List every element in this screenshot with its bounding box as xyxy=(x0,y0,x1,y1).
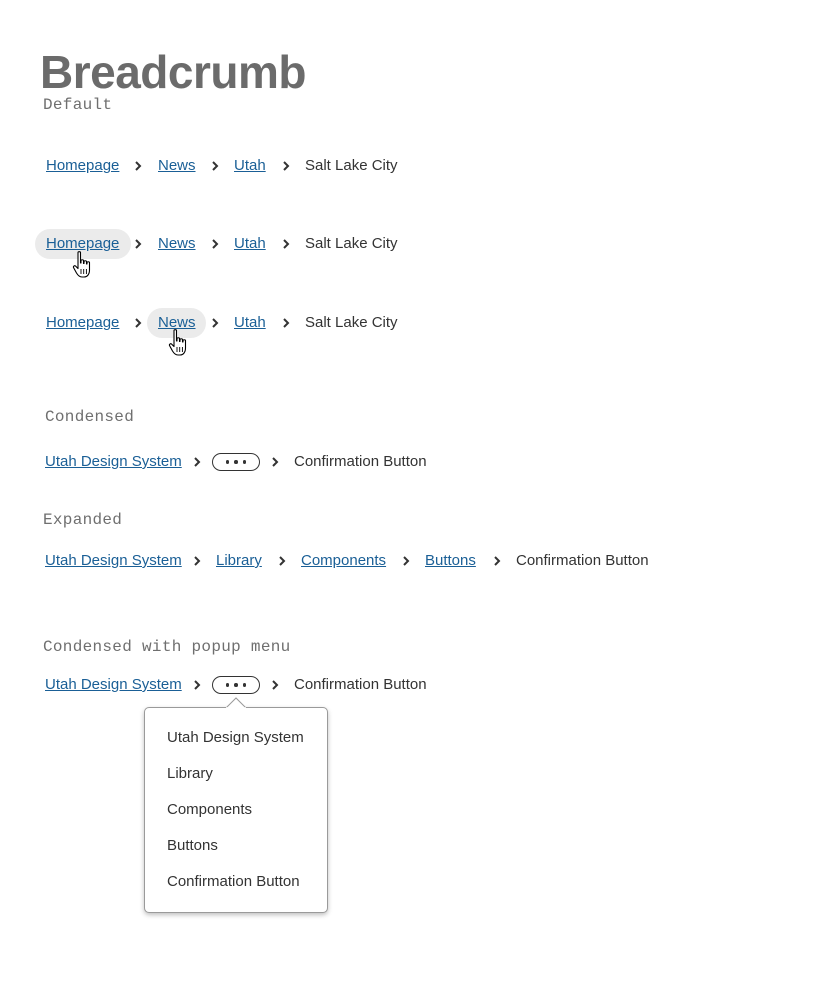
popup-item-components[interactable]: Components xyxy=(167,801,253,818)
crumb-buttons[interactable]: Buttons xyxy=(425,552,476,569)
hand-pointer-icon xyxy=(71,250,95,280)
ellipsis-more-button[interactable] xyxy=(212,676,260,694)
breadcrumb-hover-homepage xyxy=(46,232,446,256)
crumb-current: Confirmation Button xyxy=(294,453,427,470)
chevron-right-icon xyxy=(210,154,220,178)
crumb-news[interactable]: News xyxy=(158,157,196,174)
crumb-library[interactable]: Library xyxy=(216,552,262,569)
chevron-right-icon xyxy=(270,450,280,474)
chevron-right-icon xyxy=(210,311,220,335)
crumb-homepage[interactable]: Homepage xyxy=(46,235,120,252)
crumb-utah-design-system[interactable]: Utah Design System xyxy=(45,552,182,569)
ellipsis-more-button[interactable] xyxy=(212,453,260,471)
crumb-utah[interactable]: Utah xyxy=(234,157,266,174)
crumb-homepage[interactable]: Homepage xyxy=(46,314,120,331)
chevron-right-icon xyxy=(192,673,202,697)
crumb-utah-design-system[interactable]: Utah Design System xyxy=(45,453,182,470)
ellipsis-icon xyxy=(226,460,230,464)
crumb-current: Confirmation Button xyxy=(516,552,649,569)
crumb-current: Confirmation Button xyxy=(294,676,427,693)
chevron-right-icon xyxy=(133,311,143,335)
breadcrumb-condensed-popup xyxy=(45,673,465,697)
breadcrumb-default xyxy=(46,154,446,178)
breadcrumb-condensed xyxy=(45,450,465,474)
hand-pointer-icon xyxy=(167,328,191,358)
popup-item-library[interactable]: Library xyxy=(167,765,213,782)
popup-item-buttons[interactable]: Buttons xyxy=(167,837,218,854)
chevron-right-icon xyxy=(281,232,291,256)
popup-item-utah-design-system[interactable]: Utah Design System xyxy=(167,729,304,746)
ellipsis-dot xyxy=(243,460,247,464)
popup-item-confirmation-button[interactable]: Confirmation Button xyxy=(167,873,300,890)
section-label-expanded: Expanded xyxy=(43,511,123,529)
chevron-right-icon xyxy=(210,232,220,256)
chevron-right-icon xyxy=(133,232,143,256)
crumb-utah[interactable]: Utah xyxy=(234,235,266,252)
ellipsis-icon xyxy=(226,683,230,687)
breadcrumb-hover-news xyxy=(46,311,446,335)
crumb-utah-design-system[interactable]: Utah Design System xyxy=(45,676,182,693)
chevron-right-icon xyxy=(281,154,291,178)
chevron-right-icon xyxy=(492,549,502,573)
chevron-right-icon xyxy=(192,450,202,474)
section-label-condensed: Condensed xyxy=(45,408,135,426)
page-title: Breadcrumb xyxy=(40,46,306,98)
crumb-utah[interactable]: Utah xyxy=(234,314,266,331)
chevron-right-icon xyxy=(270,673,280,697)
breadcrumb-popup-menu xyxy=(144,707,328,913)
crumb-current: Salt Lake City xyxy=(305,157,398,174)
chevron-right-icon xyxy=(192,549,202,573)
crumb-components[interactable]: Components xyxy=(301,552,387,569)
popup-caret xyxy=(226,697,246,708)
crumb-current: Salt Lake City xyxy=(305,235,398,252)
crumb-current: Salt Lake City xyxy=(305,314,398,331)
breadcrumb-expanded xyxy=(45,549,685,573)
chevron-right-icon xyxy=(401,549,411,573)
ellipsis-dot xyxy=(243,683,247,687)
section-label-popup: Condensed with popup menu xyxy=(43,638,291,656)
chevron-right-icon xyxy=(281,311,291,335)
chevron-right-icon xyxy=(277,549,287,573)
crumb-homepage[interactable]: Homepage xyxy=(46,157,120,174)
crumb-news[interactable]: News xyxy=(158,314,196,331)
ellipsis-dot xyxy=(234,460,238,464)
crumb-news[interactable]: News xyxy=(158,235,196,252)
section-label-default: Default xyxy=(43,96,113,114)
ellipsis-dot xyxy=(234,683,238,687)
chevron-right-icon xyxy=(133,154,143,178)
